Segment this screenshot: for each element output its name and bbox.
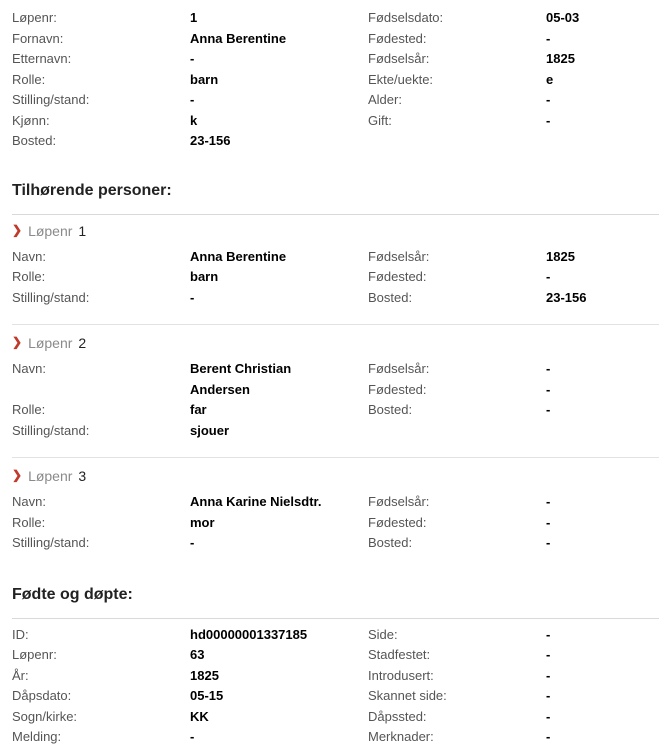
field-label: Rolle: <box>12 269 46 284</box>
field-label: Gift: <box>368 112 392 128</box>
field-value: far <box>190 402 207 417</box>
field-value: Anna Berentine <box>190 248 287 264</box>
field-label: Skannet side: <box>368 688 447 703</box>
field-value: - <box>190 535 195 550</box>
person-divider <box>12 457 659 458</box>
field-label: Alder: <box>368 92 402 107</box>
field-value: - <box>546 535 551 550</box>
field-value: - <box>190 51 195 66</box>
related-person-2 <box>12 327 659 460</box>
field-value: - <box>190 92 195 107</box>
person-label: Løpenr <box>28 468 73 484</box>
field-value: - <box>546 626 551 642</box>
field-label: Fødselsdato: <box>368 10 444 25</box>
field-value: 1825 <box>190 667 219 683</box>
person-toggle[interactable] <box>12 327 659 359</box>
chevron-right-icon: ❯ <box>12 222 23 237</box>
field-label: Navn: <box>12 248 46 264</box>
field-label <box>368 421 546 442</box>
field-value: 05-03 <box>546 10 580 25</box>
field-label: Fornavn: <box>12 30 64 46</box>
field-value: Anna Karine Nielsdtr. <box>190 494 322 509</box>
field-label: År: <box>12 667 29 683</box>
field-value: - <box>546 494 551 509</box>
field-label: Dåpssted: <box>368 708 427 724</box>
field-label: Løpenr: <box>12 10 57 25</box>
field-value: Andersen <box>190 381 250 397</box>
field-label: Rolle: <box>12 514 46 530</box>
field-label: Fødested: <box>368 514 427 530</box>
person-number: 1 <box>78 222 87 239</box>
field-label: Rolle: <box>12 402 46 417</box>
field-value: - <box>546 729 551 744</box>
person-divider <box>12 324 659 325</box>
person-toggle[interactable] <box>12 215 659 247</box>
field-label: Introdusert: <box>368 667 434 683</box>
field-value: - <box>546 92 551 107</box>
field-value: Berent Christian <box>190 361 292 376</box>
field-value: e <box>546 71 554 87</box>
field-label: Merknader: <box>368 729 434 744</box>
field-label: Navn: <box>12 494 46 509</box>
field-label: Fødselsår: <box>368 361 430 376</box>
field-value: - <box>546 381 551 397</box>
field-label: Etternavn: <box>12 51 72 66</box>
field-label: ID: <box>12 626 29 642</box>
field-value: barn <box>190 71 219 87</box>
birth-section-grid <box>12 625 659 748</box>
field-label: Fødested: <box>368 381 427 397</box>
field-value: KK <box>190 708 209 724</box>
field-value: 23-156 <box>546 289 587 305</box>
field-label: Fødselsår: <box>368 51 430 66</box>
field-value: - <box>546 402 551 417</box>
field-value: 05-15 <box>190 688 224 703</box>
section-title: Fødte og døpte: <box>12 585 133 603</box>
field-label: Stadfestet: <box>368 647 431 662</box>
field-value: - <box>546 30 551 46</box>
person-field-grid <box>12 247 659 309</box>
person-number: 2 <box>78 335 87 351</box>
chevron-right-icon: ❯ <box>12 468 23 482</box>
field-value: - <box>546 667 551 683</box>
main-record-grid <box>12 8 659 152</box>
person-number: 3 <box>78 468 87 484</box>
person-label: Løpenr <box>28 335 73 351</box>
field-label: Fødselsår: <box>368 494 430 509</box>
related-person-1 <box>12 215 659 328</box>
field-value: 23-156 <box>190 133 231 148</box>
field-value: Anna Berentine <box>190 30 287 46</box>
field-label: Dåpsdato: <box>12 688 72 703</box>
person-field-grid <box>12 359 659 441</box>
field-value: - <box>546 514 551 530</box>
field-value: - <box>546 112 551 128</box>
field-label: Stilling/stand: <box>12 422 90 438</box>
field-value: 63 <box>190 647 205 662</box>
related-persons-heading-wrap <box>12 152 659 214</box>
field-value: - <box>190 729 195 744</box>
field-value: - <box>546 647 551 662</box>
field-label: Side: <box>368 626 398 642</box>
field-value: - <box>546 708 551 724</box>
person-field-grid <box>12 492 659 554</box>
related-person-3 <box>12 460 659 556</box>
field-label: Ekte/uekte: <box>368 71 434 87</box>
field-label: Kjønn: <box>12 112 50 128</box>
field-label: Bosted: <box>12 133 57 148</box>
field-label: Stilling/stand: <box>12 535 90 550</box>
field-value: 1 <box>190 10 198 25</box>
main-record-block <box>12 0 659 152</box>
field-label: Fødselsår: <box>368 248 430 264</box>
field-value: barn <box>190 269 219 284</box>
field-label: Navn: <box>12 361 46 376</box>
field-label: Fødested: <box>368 30 427 46</box>
chevron-right-icon: ❯ <box>12 335 23 349</box>
field-label: Bosted: <box>368 535 413 550</box>
field-value: k <box>190 112 198 128</box>
person-label: Løpenr <box>28 222 73 239</box>
field-label: Stilling/stand: <box>12 92 90 107</box>
field-value: - <box>546 361 551 376</box>
field-label: Løpenr: <box>12 647 57 662</box>
field-label <box>12 380 190 401</box>
field-label: Fødested: <box>368 269 427 284</box>
field-value: 1825 <box>546 248 575 264</box>
field-value: 1825 <box>546 51 575 66</box>
field-value: - <box>190 289 195 305</box>
field-value: - <box>546 688 551 703</box>
field-value: hd00000001337185 <box>190 626 308 642</box>
birth-section-heading-wrap <box>12 556 659 618</box>
field-value <box>546 131 659 152</box>
field-label: Bosted: <box>368 289 413 305</box>
section-title: Tilhørende personer: <box>12 181 172 199</box>
field-label: Bosted: <box>368 402 413 417</box>
person-toggle[interactable] <box>12 460 659 492</box>
field-label <box>368 131 546 152</box>
field-label: Stilling/stand: <box>12 289 90 305</box>
field-value: sjouer <box>190 422 230 438</box>
field-label: Rolle: <box>12 71 46 87</box>
field-label: Sogn/kirke: <box>12 708 78 724</box>
field-value <box>546 421 659 442</box>
field-value: - <box>546 269 551 284</box>
field-value: mor <box>190 514 215 530</box>
field-label: Melding: <box>12 729 62 744</box>
